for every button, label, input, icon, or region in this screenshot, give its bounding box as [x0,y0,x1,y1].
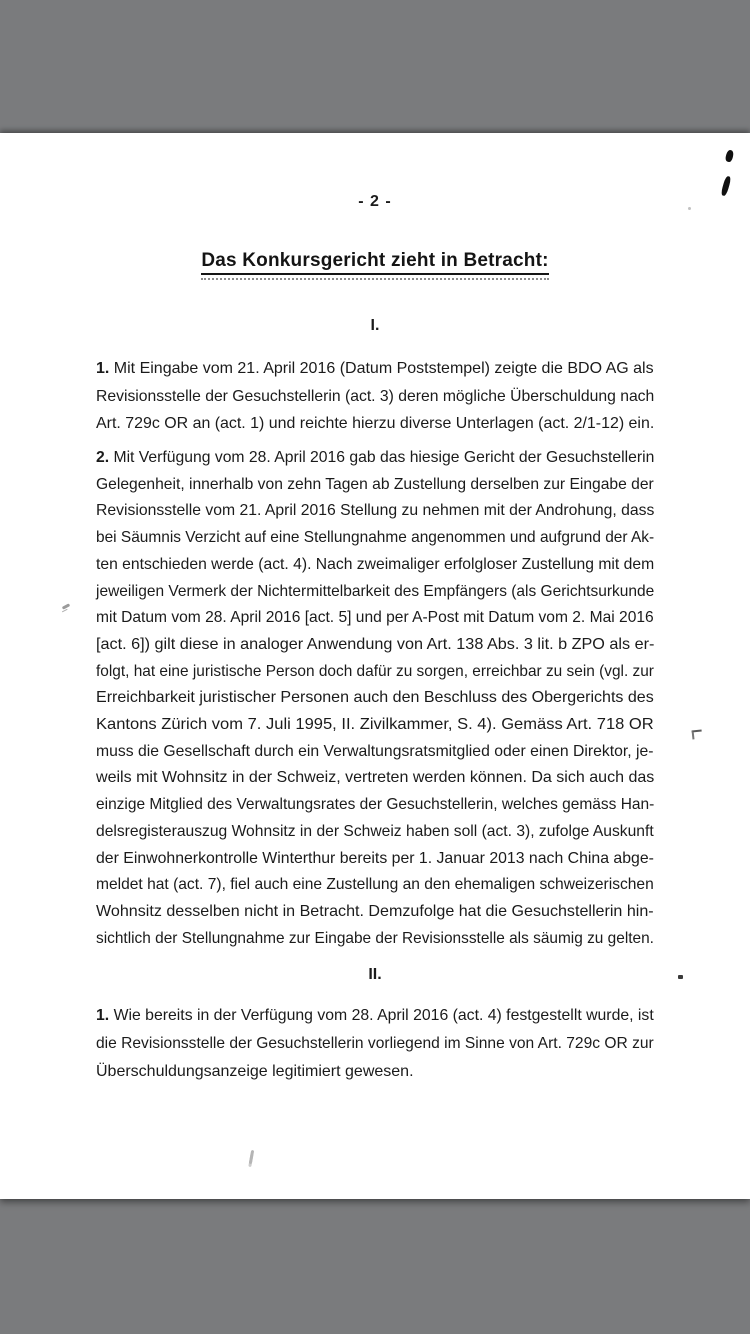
section-numeral-i: I. [370,317,380,334]
text-line: [act. 6]) gilt diese in analoger Anwendung von Art. 138 Abs. 3 lit. b ZPO als er- [96,635,655,653]
text-line: Revisionsstelle der Gesuchstellerin (act. 3) deren mögliche Überschuldung nach [96,387,655,405]
text-line: Wohnsitz desselben nicht in Betracht. Demzufolge hat die Gesuchstellerin hin- [96,902,654,920]
paragraph-ii-1 [96,1002,654,1086]
text-line: Art. 729c OR an (act. 1) und reichte hierzu diverse Unterlagen (act. 2/1-12) ein. [96,415,655,432]
paragraph-marker: 2. [96,449,110,466]
text-line: weils mit Wohnsitz in der Schweiz, vertreten werden können. Da sich auch das [96,769,655,787]
text-line: meldet hat (act. 7), fiel auch eine Zustellung an den ehemaligen schweizerischen [96,876,654,894]
text-line: 2. Mit Verfügung vom 28. April 2016 gab das hiesige Gericht der Gesuchstellerin [96,449,655,466]
text-line: Kantons Zürich vom 7. Juli 1995, II. Zivilkammer, S. 4). Gemäss Art. 718 OR [96,716,654,734]
paragraph-marker: 1. [96,360,110,377]
paragraph-marker: 1. [96,1007,110,1024]
paragraph-i-2 [96,445,654,952]
text-line: 1. Mit Eingabe vom 21. April 2016 (Datum Poststempel) zeigte die BDO AG als [96,360,654,377]
text-line: Gelegenheit, innerhalb von zehn Tagen ab Zustellung derselben zur Eingabe der [96,475,654,493]
text-line: muss die Gesellschaft durch ein Verwaltungsratsmitglied oder einen Direktor, je- [96,742,654,760]
ink-speck-right-margin [678,975,683,979]
text-line: bei Säumnis Verzicht auf eine Stellungnahme angenommen und aufgrund der Ak- [96,529,655,547]
text-line: der Einwohnerkontrolle Winterthur bereits per 1. Januar 2013 nach China abge- [96,849,654,867]
ink-mark-bottom-center [249,1150,254,1164]
ink-mark-top-right-1 [725,149,735,162]
text-line: folgt, hat eine juristische Person doch dafür zu sorgen, erreichbar zu sein (vgl. zur [96,662,654,680]
document-heading: Das Konkursgericht zieht in Betracht: [201,250,548,275]
ink-mark-right-margin [692,730,703,740]
section-numeral-ii: II. [368,966,382,983]
heading-underline [201,250,548,280]
text-line: Revisionsstelle vom 21. April 2016 Stellung zu nehmen mit der Androhung, dass [96,502,655,520]
text-line: Erreichbarkeit juristischer Personen auch den Beschluss des Obergerichts des [96,689,654,707]
document-heading-row [0,250,750,280]
text-line: 1. Wie bereits in der Verfügung vom 28. April 2016 (act. 4) festgestellt wurde, ist [96,1007,654,1024]
text-line: ten entschieden werde (act. 4). Nach zweimaliger erfolgloser Zustellung mit dem [96,555,655,573]
page-number: - 2 - [358,193,392,210]
paragraph-i-1 [96,355,654,438]
ink-speck-top-right [688,207,691,210]
text-line: sichtlich der Stellungnahme zur Eingabe der Revisionsstelle als säumig zu gelten. [96,929,654,947]
text-line: mit Datum vom 28. April 2016 [act. 5] und per A-Post mit Datum vom 2. Mai 2016 [96,609,654,627]
text-line: die Revisionsstelle der Gesuchstellerin vorliegend im Sinne von Art. 729c OR zur [96,1035,654,1052]
text-line: delsregisterauszug Wohnsitz in der Schweiz haben soll (act. 3), zufolge Auskunft [96,822,654,840]
text-line: jeweiligen Vermerk der Nichtermittelbarkeit des Empfängers (als Gerichtsurkunde [96,582,655,600]
scanned-document-page [0,133,750,1199]
text-line: Überschuldungsanzeige legitimiert gewesen. [96,1063,414,1080]
text-line: einzige Mitglied des Verwaltungsrates der Gesuchstellerin, welches gemäss Han- [96,796,655,814]
ink-mark-left-margin [62,603,70,609]
